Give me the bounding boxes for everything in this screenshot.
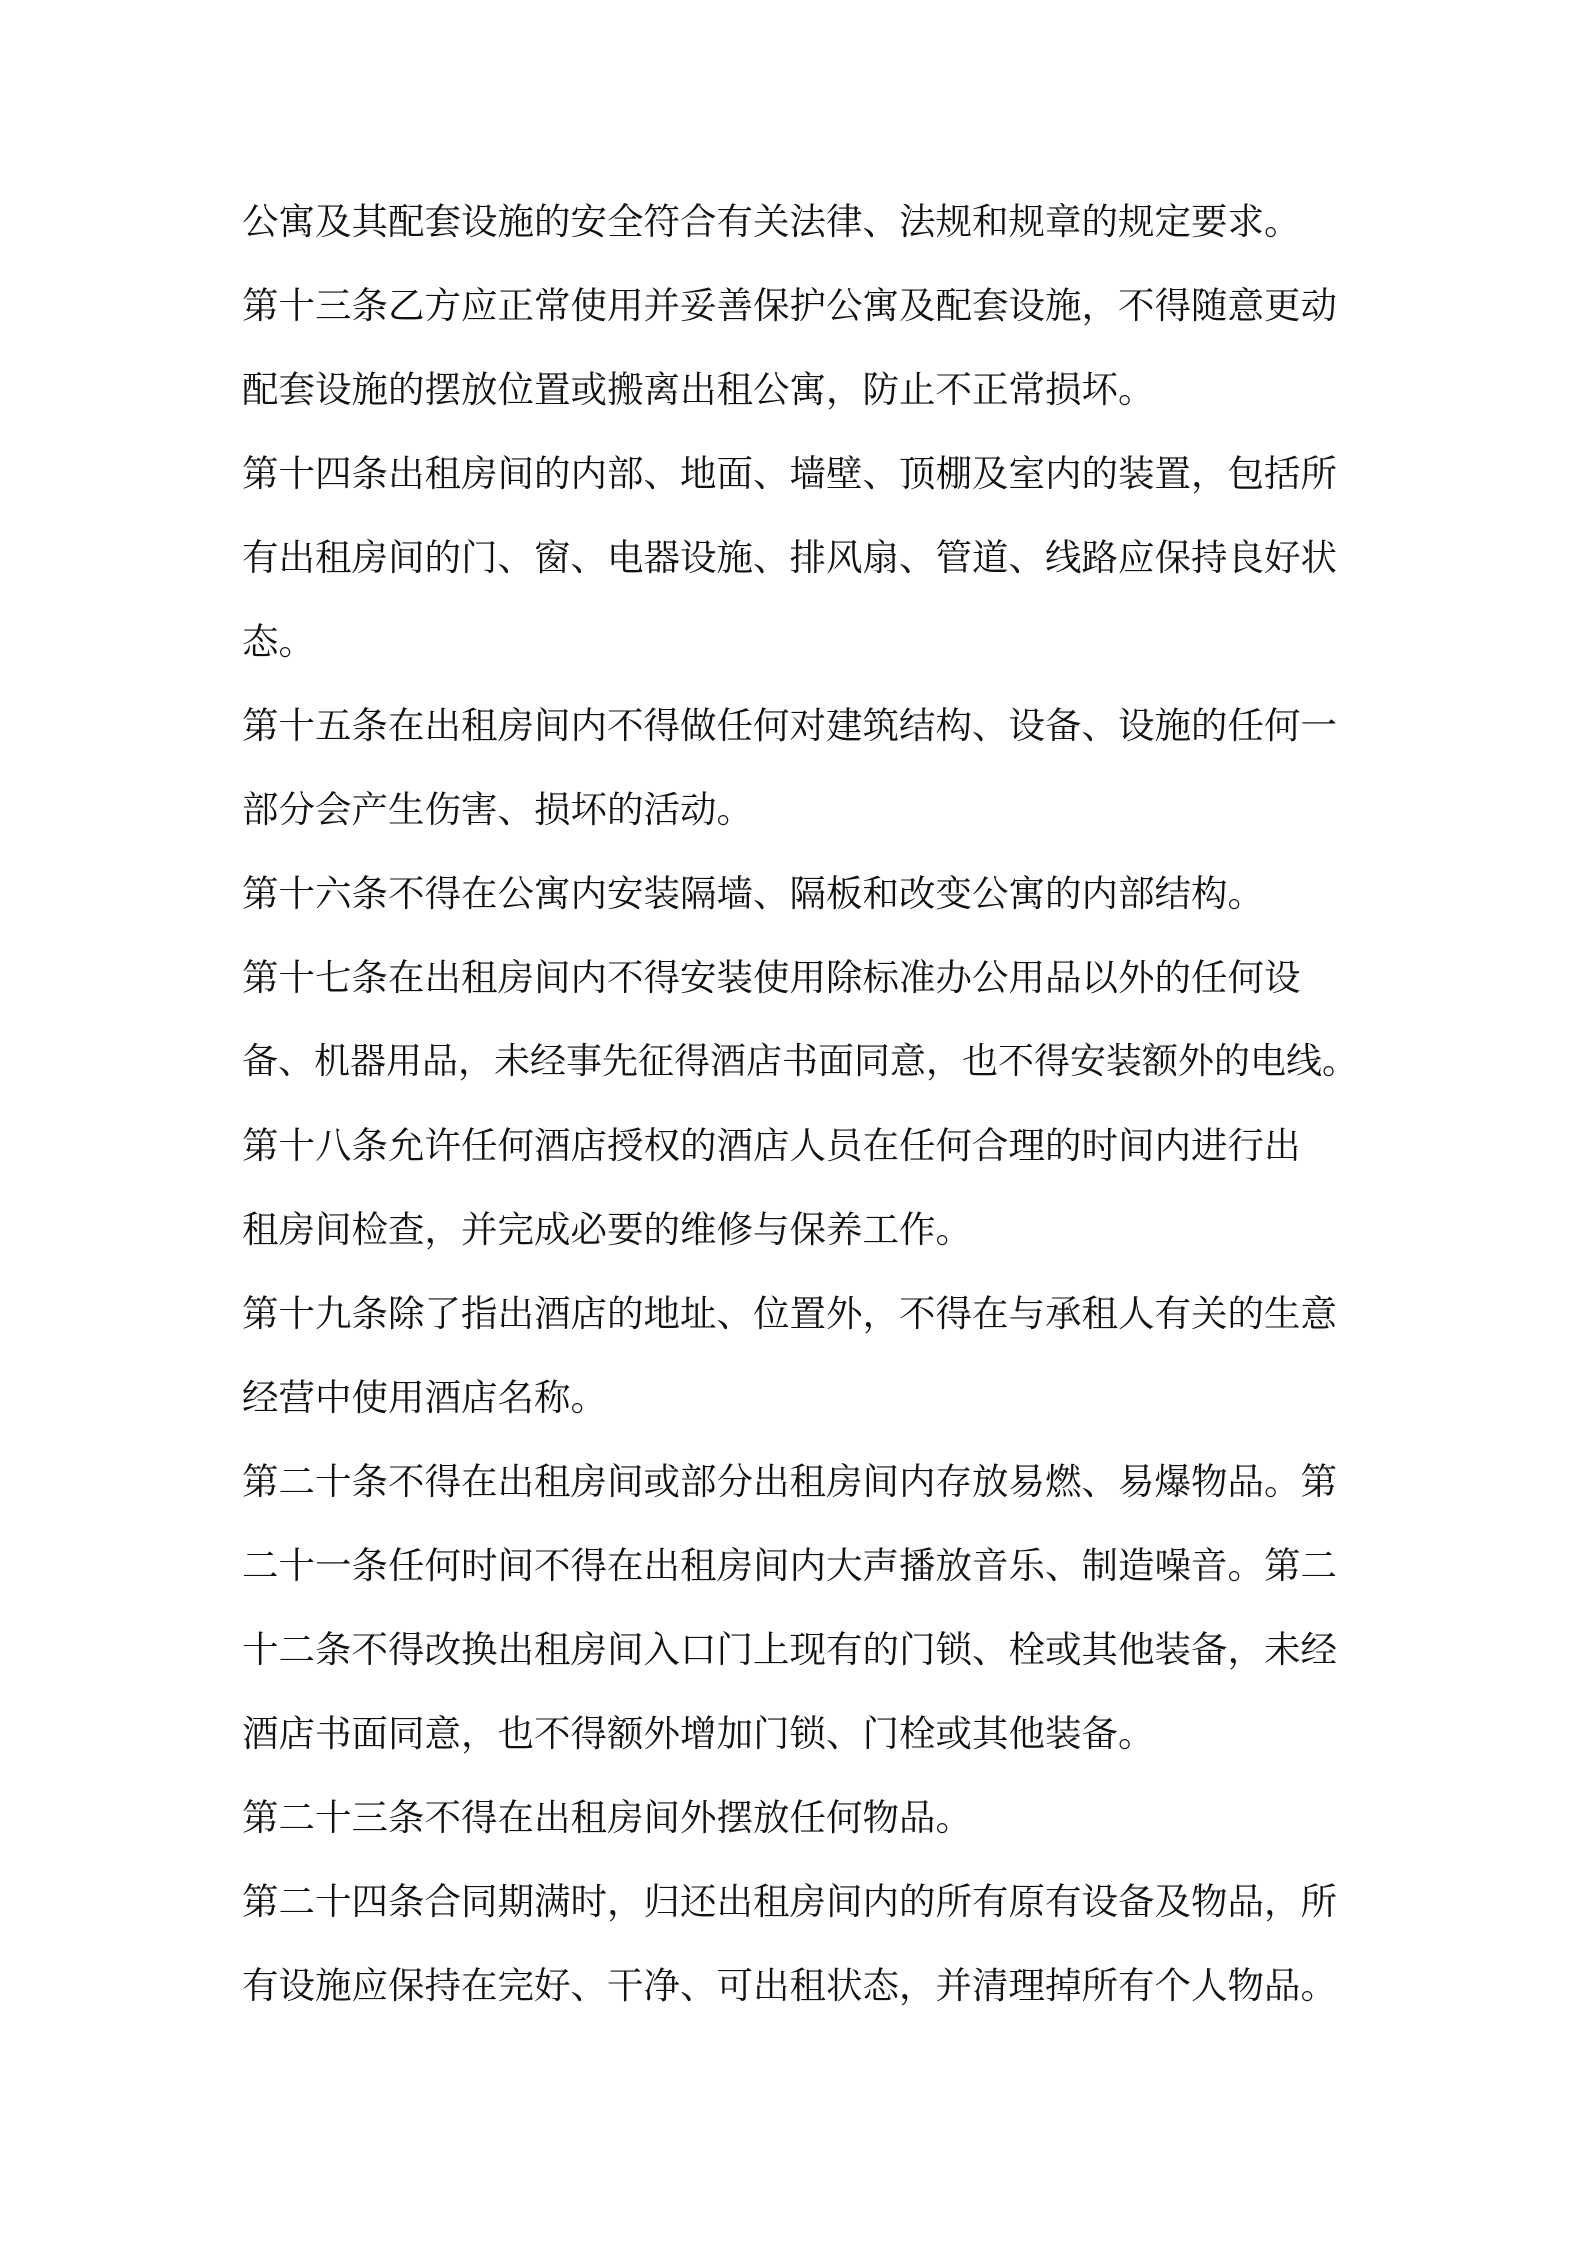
text-line: 第十六条不得在公寓内安装隔墙、隔板和改变公寓的内部结构。 [242, 872, 1264, 915]
text-line: 第二十四条合同期满时，归还出租房间内的所有原有设备及物品，所 [242, 1880, 1337, 1923]
text-line: 第十三条乙方应正常使用并妥善保护公寓及配套设施，不得随意更动 [242, 284, 1337, 327]
text-line: 第二十三条不得在出租房间外摆放任何物品。 [242, 1796, 972, 1839]
text-line: 第十九条除了指出酒店的地址、位置外，不得在与承租人有关的生意 [242, 1292, 1337, 1335]
text-line: 部分会产生伤害、损坏的活动。 [242, 788, 753, 831]
text-line: 态。 [242, 620, 315, 663]
text-line: 二十一条任何时间不得在出租房间内大声播放音乐、制造噪音。第二 [242, 1544, 1337, 1587]
text-line: 有设施应保持在完好、干净、可出租状态，并清理掉所有个人物品。 [242, 1964, 1337, 2007]
text-line: 第十四条出租房间的内部、地面、墙壁、顶棚及室内的装置，包括所 [242, 452, 1337, 495]
text-line: 第二十条不得在出租房间或部分出租房间内存放易燃、易爆物品。第 [242, 1460, 1337, 1503]
text-line: 经营中使用酒店名称。 [242, 1376, 607, 1419]
text-line: 有出租房间的门、窗、电器设施、排风扇、管道、线路应保持良好状 [242, 536, 1337, 579]
text-line: 十二条不得改换出租房间入口门上现有的门锁、栓或其他装备，未经 [242, 1628, 1337, 1671]
text-line: 备、机器用品，未经事先征得酒店书面同意，也不得安装额外的电线。 [242, 1041, 1359, 1082]
text-line: 第十八条允许任何酒店授权的酒店人员在任何合理的时间内进行出 [242, 1124, 1301, 1167]
text-line: 配套设施的摆放位置或搬离出租公寓，防止不正常损坏。 [242, 368, 1155, 411]
text-line: 公寓及其配套设施的安全符合有关法律、法规和规章的规定要求。 [242, 200, 1301, 243]
text-line: 第十七条在出租房间内不得安装使用除标准办公用品以外的任何设 [242, 956, 1301, 999]
text-line: 租房间检查，并完成必要的维修与保养工作。 [242, 1208, 972, 1251]
text-line: 第十五条在出租房间内不得做任何对建筑结构、设备、设施的任何一 [242, 704, 1337, 747]
text-line: 酒店书面同意，也不得额外增加门锁、门栓或其他装备。 [242, 1712, 1155, 1755]
